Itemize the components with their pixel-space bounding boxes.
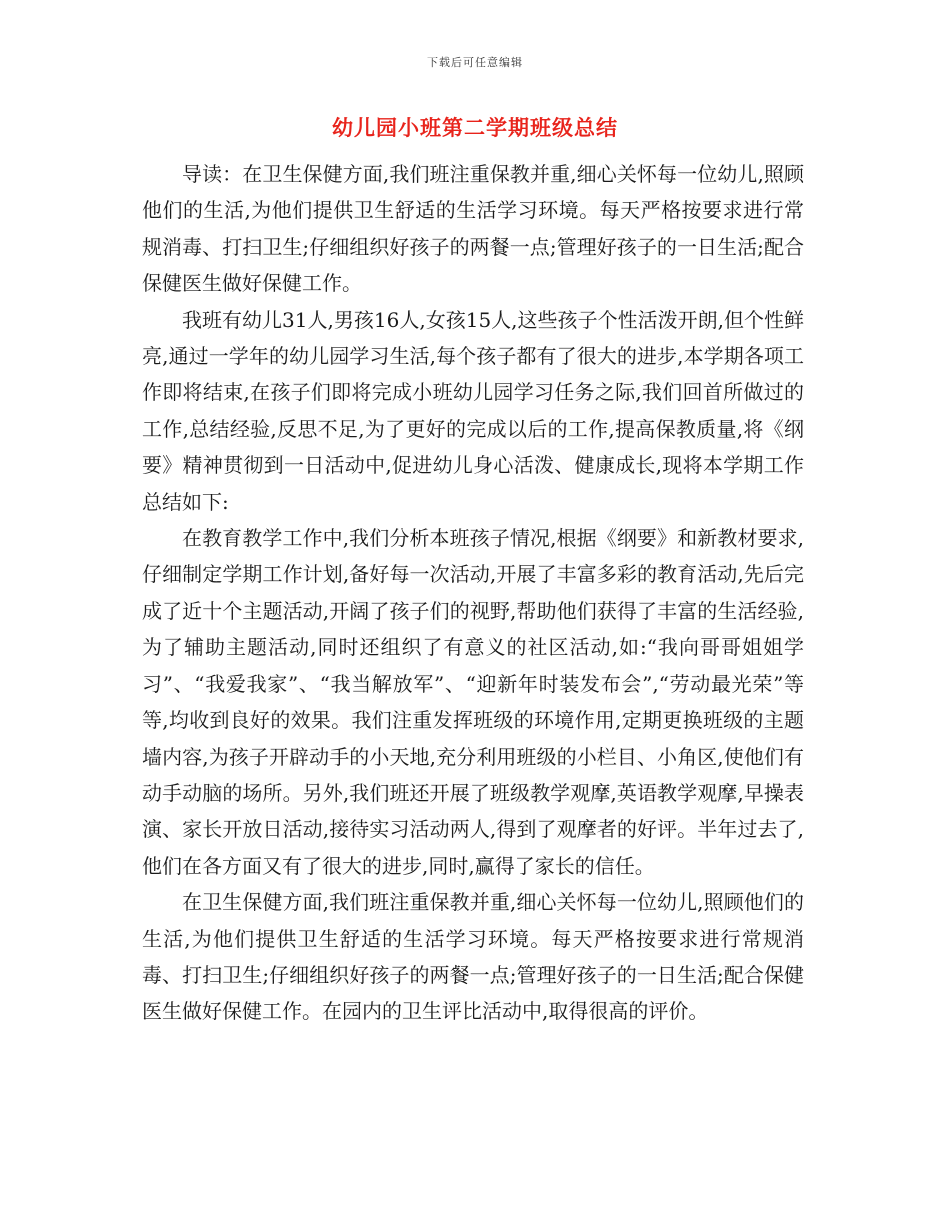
paragraph-intro: 导读：在卫生保健方面,我们班注重保教并重,细心关怀每一位幼儿,照顾他们的生活,为他们提供卫生舒适的生活学习环境。每天严格按要求进行常规消毒、打扫卫生;仔细组织好孩子的两餐一点;管理好孩子的一日生活;配合保健医生做好保健工作。 bbox=[142, 162, 804, 296]
paragraph-class-overview: 我班有幼儿31人,男孩16人,女孩15人,这些孩子个性活泼开朗,但个性鲜亮,通过一学年的幼儿园学习生活,每个孩子都有了很大的进步,本学期各项工作即将结束,在孩子们即将完成小班幼儿园学习任务之际,我们回首所做过的工作,总结经验,反思不足,为了更好的完成以后的工作,提高保教质量,将《纲要》精神贯彻到一日活动中,促进幼儿身心活泼、健康成长,现将本学期工作总结如下: bbox=[142, 307, 804, 514]
header-note: 下载后可任意编辑 bbox=[427, 56, 523, 69]
document-body bbox=[142, 156, 804, 1030]
paragraph-health-care: 在卫生保健方面,我们班注重保教并重,细心关怀每一位幼儿,照顾他们的生活,为他们提供卫生舒适的生活学习环境。每天严格按要求进行常规消毒、打扫卫生;仔细组织好孩子的两餐一点;管理好孩子的一日生活;配合保健医生做好保健工作。在园内的卫生评比活动中,取得很高的评价。 bbox=[142, 890, 804, 1024]
paragraph-education-work: 在教育教学工作中,我们分析本班孩子情况,根据《纲要》和新教材要求,仔细制定学期工作计划,备好每一次活动,开展了丰富多彩的教育活动,先后完成了近十个主题活动,开阔了孩子们的视野,帮助他们获得了丰富的生活经验,为了辅助主题活动,同时还组织了有意义的社区活动,如:“我向哥哥姐姐学习”、“我爱我家”、“我当解放军”、“迎新年时装发布会”,“劳动最光荣”等等,均收到良好的效果。我们注重发挥班级的环境作用,定期更换班级的主题墙内容,为孩子开辟动手的小天地,充分利用班级的小栏目、小角区,使他们有动手动脑的场所。另外,我们班还开展了班级教学观摩,英语教学观摩,早操表演、家长开放日活动,接待实习活动两人,得到了观摩者的好评。半年过去了,他们在各方面又有了很大的进步,同时,赢得了家长的信任。 bbox=[142, 526, 804, 878]
document-title: 幼儿园小班第二学期班级总结 bbox=[332, 115, 618, 140]
